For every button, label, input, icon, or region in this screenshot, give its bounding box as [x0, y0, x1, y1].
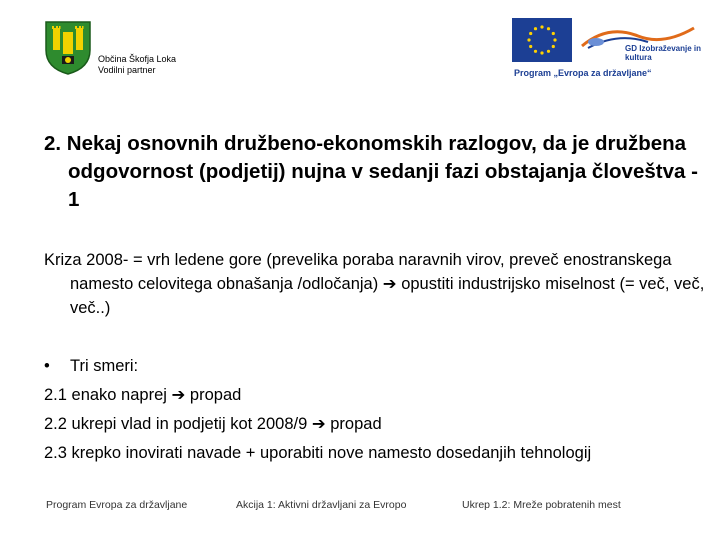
- footer-action: Akcija 1: Aktivni državljani za Evropo: [236, 499, 407, 511]
- footer-measure: Ukrep 1.2: Mreže pobratenih mest: [462, 499, 621, 511]
- direction-2-result: propad: [325, 415, 382, 433]
- arrow-icon: ➔: [171, 385, 186, 404]
- direction-2-text: 2.2 ukrepi vlad in podjetij kot 2008/9: [44, 415, 312, 433]
- direction-2: [44, 413, 382, 435]
- bullet-icon: •: [44, 357, 50, 375]
- arrow-icon: ➔: [311, 414, 326, 433]
- municipality-name: Občina Škofja Loka: [98, 54, 177, 64]
- crisis-text: Kriza 2008- = vrh ledene gore (prevelika poraba naravnih virov, preveč enostranskega namesto celovitega obnašanja /odločanja): [44, 251, 672, 293]
- footer-program: Program Evropa za državljane: [46, 499, 188, 511]
- eu-flag-logo: [512, 18, 572, 62]
- crisis-paragraph: [44, 248, 710, 320]
- direction-1-text: 2.1 enako naprej: [44, 386, 172, 404]
- arrow-icon: ➔: [382, 274, 397, 293]
- crisis-conclusion: opustiti industrijsko miselnost (= več, več, več..): [70, 275, 705, 317]
- municipality-role: Vodilni partner: [98, 65, 156, 75]
- direction-3: 2.3 krepko inovirati navade + uporabiti nove namesto dosedanjih tehnologij: [44, 444, 592, 462]
- bullet-text: Tri smeri:: [70, 357, 139, 375]
- bullet-item: [44, 355, 138, 377]
- direction-1-result: propad: [185, 386, 242, 404]
- program-label: Program „Evropa za državljane“: [514, 68, 652, 78]
- slide-title: 2. Nekaj osnovnih družbeno-ekonomskih razlogov, da je družbena odgovornost (podjetij) nujna v sedanji fazi obstajanja človeštva - 1: [44, 132, 698, 211]
- direction-1: [44, 384, 241, 406]
- coat-of-arms-logo: [44, 20, 92, 76]
- gd-education-culture-label: GD Izobraževanje in kultura: [625, 44, 702, 62]
